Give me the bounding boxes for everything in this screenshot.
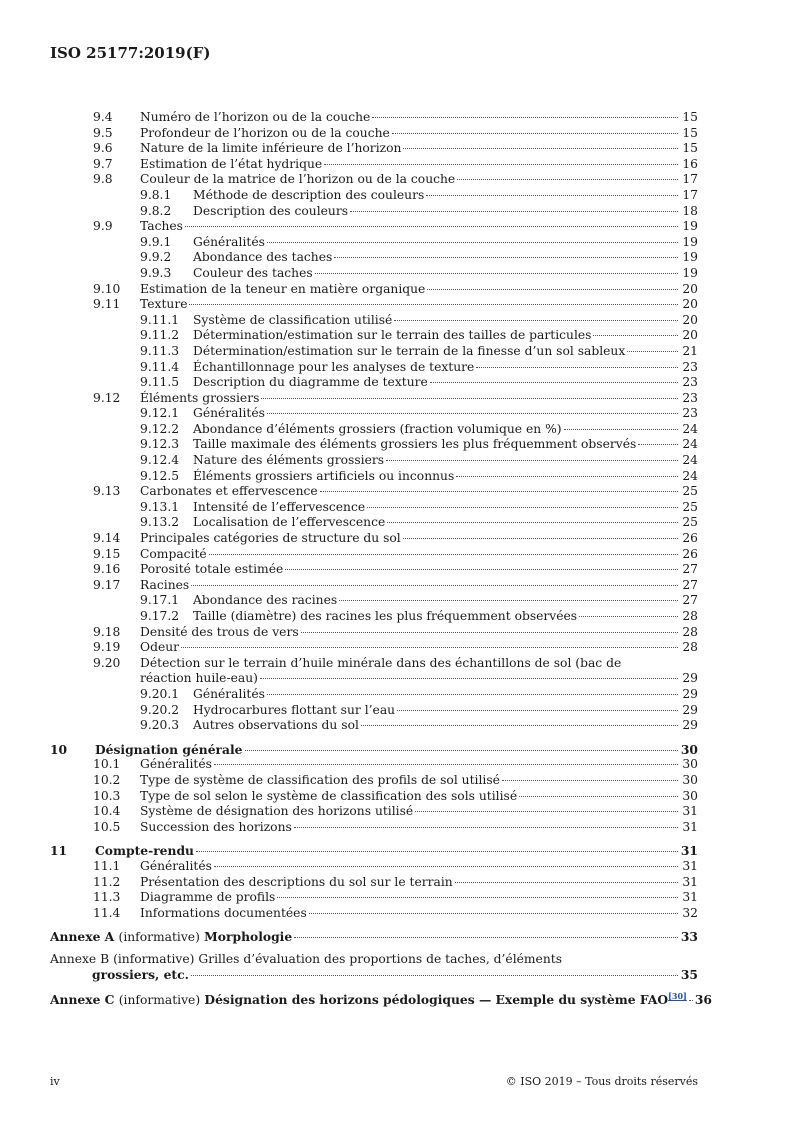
toc-entry-page: 30 [682,757,698,772]
toc-entry[interactable] [50,843,698,859]
toc-entry-title: Profondeur de l’horizon ou de la couche [140,125,390,140]
toc-entry-title: Échantillonnage pour les analyses de texture [193,359,475,374]
toc-entry-page: 31 [682,874,698,889]
toc-entry-title: Détermination/estimation sur le terrain de la finesse d’un sol sableux [193,343,626,358]
annex-page: 35 [680,967,698,983]
dot-leader [397,710,678,711]
dot-leader [386,460,678,461]
dot-leader [267,242,678,243]
toc-entry[interactable] [93,484,698,500]
toc-entry[interactable] [50,741,698,758]
reference-link[interactable]: [30] [668,991,687,1002]
dot-leader [267,694,678,695]
toc-entry-page: 19 [682,265,698,280]
annex-label: Annexe A [50,929,115,945]
dot-leader [350,211,678,212]
toc-entry-page: 25 [682,484,698,499]
toc-entry-page: 15 [682,110,698,124]
copyright-notice: © ISO 2019 – Tous droits réservés [505,1075,698,1088]
toc-entry-number: 9.14 [93,531,121,546]
toc-entry-number: 9.15 [93,546,121,561]
dot-leader [285,569,678,570]
toc-entry-number: 10.5 [93,819,121,834]
toc-entry[interactable] [93,110,698,126]
dot-leader [209,554,678,555]
toc-entry-page: 28 [682,624,698,639]
toc-entry-title: Généralités [193,406,265,421]
toc-entry-number: 9.9.3 [140,265,172,280]
toc-entry[interactable] [93,141,698,157]
toc-entry-title: Abondance des racines [193,593,338,608]
toc-entry-number: 9.19 [93,640,121,655]
toc-entry-title: Texture [140,297,188,312]
toc-entry[interactable] [140,250,698,266]
toc-entry-number: 9.20 [93,655,121,670]
toc-entry[interactable] [140,702,698,719]
toc-entry-number: 9.12.3 [140,437,180,452]
toc-entry-title: Estimation de la teneur en matière organique [140,281,426,296]
annex-title: Désignation des horizons pédologiques — Exemple du système FAO [204,992,669,1008]
toc-entry-number: 11 [50,843,68,859]
toc-entry-page: 23 [682,390,698,405]
toc-entry-page: 31 [682,819,698,834]
toc-entry-title: Informations documentées [140,905,307,920]
dot-leader [267,413,678,414]
toc-entry[interactable] [93,655,698,687]
toc-entry-number: 9.4 [93,110,113,124]
toc-entry-number: 9.12.4 [140,453,180,468]
toc-entry-page: 17 [682,187,698,202]
toc-entry-title: Racines [140,577,190,592]
toc-entry-title: Succession des horizons [140,819,292,834]
annex-label: Annexe C [50,992,115,1008]
toc-entry-title: Éléments grossiers artificiels ou inconnus [193,468,455,483]
toc-entry-page: 18 [682,203,698,218]
page-number: iv [50,1075,60,1088]
toc-entry[interactable] [93,390,698,407]
toc-entry[interactable] [93,640,698,656]
toc-entry[interactable] [93,772,698,789]
toc-entry-page: 20 [682,312,698,327]
toc-entry-title: Autres observations du sol [193,718,359,733]
toc-entry-number: 9.6 [93,141,113,156]
toc-entry-number: 9.9.2 [140,250,172,265]
toc-entry-title: Taille maximale des éléments grossiers les plus fréquemment observés [193,437,637,452]
dot-leader [394,320,678,321]
toc-entry-title: Carbonates et effervescence [140,484,318,499]
dot-leader [339,600,678,601]
toc-entry[interactable] [93,577,698,594]
toc-entry-number: 10.3 [93,788,121,803]
toc-entry-number: 11.3 [93,890,121,905]
dot-leader [519,796,678,797]
annex-page: 36 [694,992,712,1008]
dot-leader [476,367,678,368]
toc-entry-number: 9.7 [93,156,113,171]
toc-entry-title: Hydrocarbures flottant sur l’eau [193,702,396,717]
toc-entry[interactable] [93,562,698,578]
toc-entry-title: Détection sur le terrain d’huile minérale dans des échantillons de sol (bac de [140,655,622,670]
annex-label: Annexe B [50,951,110,966]
toc-entry-title: Estimation de l’état hydrique [140,156,323,171]
dot-leader [403,538,678,539]
toc-entry-page: 20 [682,281,698,296]
toc-entry-number: 10.2 [93,772,121,787]
dot-leader [334,257,678,258]
dot-leader [277,897,678,898]
toc-entry-page: 31 [680,843,698,859]
toc-entry-page: 17 [682,172,698,187]
toc-entry-title: Abondance d’éléments grossiers (fraction volumique en %) [193,421,562,436]
toc-entry-title: Généralités [193,234,265,249]
toc-entry[interactable] [93,297,698,313]
toc-entry-page: 25 [682,515,698,530]
dot-leader [638,444,678,445]
toc-entry-title: Type de système de classification des profils de sol utilisé [140,772,500,787]
toc-entry[interactable] [140,265,698,282]
toc-entry[interactable] [93,858,698,875]
dot-leader [189,304,678,305]
toc-entry-title: Désignation générale [95,741,243,757]
toc-entry[interactable] [93,125,698,142]
toc-entry-title: Généralités [140,757,212,772]
toc-entry[interactable] [140,718,698,734]
toc-entry-number: 9.13.2 [140,515,180,530]
toc-entry-number: 9.11.4 [140,359,180,374]
toc-entry-number: 9.12.2 [140,421,180,436]
toc-entry[interactable] [140,421,698,438]
dot-leader [261,398,678,399]
toc-entry[interactable] [140,686,698,703]
dot-leader [430,382,678,383]
toc-entry-page: 24 [682,453,698,468]
toc-entry[interactable] [93,905,698,922]
annex-entry[interactable] [50,929,698,946]
dot-leader [191,975,678,976]
toc-entry[interactable] [140,343,698,360]
toc-entry-number: 9.17.2 [140,609,180,623]
annex-kind: (informative) [113,951,195,966]
toc-entry-page: 31 [682,804,698,819]
toc-entry-title: Compte-rendu [95,843,194,859]
toc-entry-page: 25 [682,499,698,514]
toc-entry-page: 29 [682,686,698,701]
toc-entry-number: 9.20.1 [140,686,180,701]
annex-title: Morphologie [204,929,293,945]
toc-entry-title: Odeur [140,640,180,655]
dot-leader [627,351,678,352]
toc-entry[interactable] [140,406,698,422]
toc-entry[interactable] [140,468,698,485]
toc-entry-page: 30 [682,772,698,787]
dot-leader [294,937,678,938]
toc-entry-page: 19 [682,219,698,234]
toc-entry-page: 23 [682,359,698,374]
toc-entry-page: 28 [682,640,698,655]
toc-entry-page: 20 [682,297,698,312]
toc-entry-title: Type de sol selon le système de classification des sols utilisé [140,788,518,803]
dot-leader [456,476,678,477]
toc-entry-title: Système de classification utilisé [193,312,393,327]
toc-entry-title: Description du diagramme de texture [193,375,428,390]
toc-entry-title: Diagramme de profils [140,890,276,905]
toc-entry-page: 27 [682,577,698,592]
annex-kind: (informative) [118,993,201,1008]
dot-leader [427,289,678,290]
toc-entry-page: 30 [682,788,698,803]
dot-leader [196,851,678,852]
toc-entry-page: 27 [682,593,698,608]
toc-entry[interactable] [140,312,698,329]
table-of-contents [0,110,793,1015]
toc-entry-page: 20 [682,328,698,343]
toc-entry[interactable] [93,788,698,805]
toc-entry-page: 23 [682,375,698,390]
dot-leader [214,764,678,765]
toc-entry-number: 9.13 [93,484,121,499]
toc-entry-number: 9.5 [93,125,113,140]
dot-leader [593,335,678,336]
document-id: ISO 25177:2019(F) [50,44,211,62]
toc-entry-number: 9.16 [93,562,121,577]
toc-entry[interactable] [140,437,698,453]
dot-leader [392,133,678,134]
toc-entry-page: 29 [682,718,698,733]
toc-entry-page: 31 [682,858,698,873]
toc-entry-title: Généralités [140,858,212,873]
toc-entry[interactable] [93,624,698,641]
toc-entry-title: Nature des éléments grossiers [193,453,385,468]
dot-leader [457,179,678,180]
toc-entry-page: 27 [682,562,698,577]
toc-entry[interactable] [140,515,698,531]
toc-entry-page: 19 [682,250,698,265]
toc-entry[interactable] [93,156,698,173]
dot-leader [191,585,678,586]
toc-entry-page: 32 [682,905,698,920]
dot-leader [245,750,679,751]
toc-entry-title: Méthode de description des couleurs [193,187,425,202]
dot-leader [260,678,678,679]
dot-leader [294,827,678,828]
dot-leader [455,882,678,883]
toc-entry[interactable] [93,546,698,563]
toc-entry-title: Description des couleurs [193,203,349,218]
annex-kind: (informative) [118,930,200,945]
toc-entry-page: 24 [682,421,698,436]
toc-entry[interactable] [93,819,698,836]
toc-entry[interactable] [140,328,698,344]
dot-leader [301,632,678,633]
toc-entry[interactable] [140,609,698,625]
toc-entry-title: Numéro de l’horizon ou de la couche [140,110,371,124]
toc-entry-title: Principales catégories de structure du sol [140,531,401,546]
dot-leader [324,164,678,165]
toc-entry-title: Abondance des taches [193,250,333,265]
toc-entry[interactable] [140,359,698,376]
dot-leader [689,1000,693,1001]
toc-entry-page: 29 [682,671,698,686]
toc-entry-number: 11.2 [93,874,121,889]
toc-entry[interactable] [93,172,698,188]
dot-leader [320,491,678,492]
toc-entry-number: 9.10 [93,281,121,296]
toc-entry-number: 9.20.3 [140,718,180,733]
dot-leader [309,913,678,914]
toc-entry-page: 15 [682,141,698,156]
toc-entry-title: Détermination/estimation sur le terrain des tailles de particules [193,328,592,343]
toc-entry-number: 9.12.1 [140,406,180,421]
toc-entry-title: Taille (diamètre) des racines les plus fréquemment observées [193,609,578,623]
toc-entry-page: 26 [682,531,698,546]
toc-entry[interactable] [93,219,698,235]
toc-entry-title: Localisation de l’effervescence [193,515,386,530]
toc-entry[interactable] [93,890,698,906]
toc-entry-title: Compacité [140,546,207,561]
dot-leader [579,616,678,617]
toc-entry-title: Porosité totale estimée [140,562,284,577]
annex-entry[interactable] [50,952,698,983]
toc-entry-number: 9.17.1 [140,593,180,608]
dot-leader [372,117,678,118]
annex-entry[interactable] [50,989,712,1009]
dot-leader [387,522,678,523]
toc-entry-title: Densité des trous de vers [140,624,299,639]
dot-leader [185,226,678,227]
dot-leader [502,780,678,781]
toc-entry-number: 9.11 [93,297,121,312]
toc-entry-page: 31 [682,890,698,905]
toc-entry-number: 11.4 [93,905,121,920]
toc-entry-number: 10 [50,741,68,757]
annex-title-continued: grossiers, etc. [92,967,189,983]
toc-entry-number: 9.12 [93,390,121,405]
toc-entry-number: 9.8.2 [140,203,172,218]
dot-leader [181,647,678,648]
toc-entry-title: Présentation des descriptions du sol sur le terrain [140,874,453,889]
toc-entry[interactable] [93,757,698,773]
dot-leader [367,507,678,508]
toc-entry-number: 9.11.2 [140,328,180,343]
toc-entry-number: 9.20.2 [140,702,180,717]
toc-entry-number: 9.11.5 [140,375,180,390]
toc-entry-number: 9.11.3 [140,343,180,358]
toc-entry-page: 19 [682,234,698,249]
toc-entry[interactable] [140,499,698,516]
toc-entry[interactable] [140,234,698,251]
dot-leader [361,725,678,726]
toc-entry[interactable] [93,281,698,298]
toc-entry-title: Nature de la limite inférieure de l’horizon [140,141,402,156]
toc-entry-number: 9.18 [93,624,121,639]
toc-entry-number: 9.9.1 [140,234,172,249]
toc-entry-page: 29 [682,702,698,717]
toc-entry[interactable] [140,593,698,609]
toc-entry[interactable] [93,531,698,547]
toc-entry-title: Système de désignation des horizons utilisé [140,804,414,819]
toc-entry-page: 28 [682,609,698,623]
dot-leader [564,429,678,430]
toc-entry-number: 9.9 [93,219,113,234]
dot-leader [426,195,678,196]
toc-entry-title: Éléments grossiers [140,390,260,405]
toc-entry-page: 15 [682,125,698,140]
toc-entry-page: 24 [682,468,698,483]
dot-leader [214,866,678,867]
toc-entry-number: 10.1 [93,757,121,772]
dot-leader [403,148,678,149]
toc-entry-number: 9.13.1 [140,499,180,514]
toc-entry-page: 21 [682,343,698,358]
toc-entry-number: 9.8 [93,172,113,187]
dot-leader [315,273,678,274]
toc-entry-title: Couleur de la matrice de l’horizon ou de la couche [140,172,456,187]
annex-page: 33 [680,929,698,945]
toc-entry-page: 26 [682,546,698,561]
toc-entry-page: 23 [682,406,698,421]
toc-entry[interactable] [140,187,698,204]
toc-entry[interactable] [140,375,698,391]
toc-entry[interactable] [140,453,698,469]
toc-entry-number: 9.17 [93,577,121,592]
toc-entry-title-continued: réaction huile-eau) [140,671,258,686]
toc-entry-number: 10.4 [93,804,121,819]
toc-entry-title: Couleur des taches [193,265,313,280]
toc-entry-page: 30 [680,741,698,757]
toc-entry-title: Intensité de l’effervescence [193,499,366,514]
toc-entry-title: Taches [140,219,183,234]
toc-entry-page: 24 [682,437,698,452]
toc-entry-number: 9.11.1 [140,312,180,327]
toc-entry-title: Généralités [193,686,265,701]
toc-entry-number: 11.1 [93,858,121,873]
toc-entry-number: 9.12.5 [140,468,180,483]
toc-entry-page: 16 [682,156,698,171]
annex-title: Grilles d’évaluation des proportions de taches, d’éléments [198,951,563,966]
dot-leader [415,811,678,812]
toc-entry[interactable] [140,203,698,220]
toc-entry[interactable] [93,804,698,820]
toc-entry[interactable] [93,874,698,891]
toc-entry-number: 9.8.1 [140,187,172,202]
